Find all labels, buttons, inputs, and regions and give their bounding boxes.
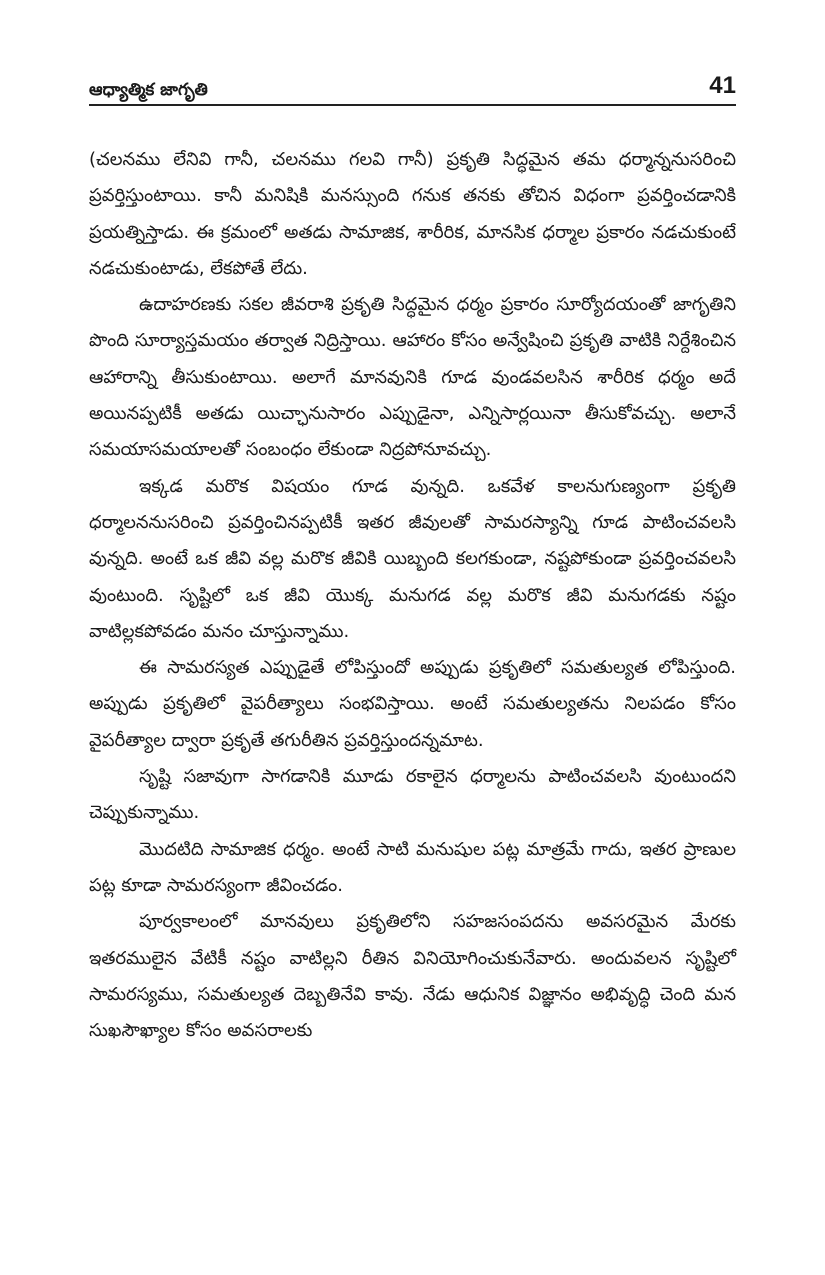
paragraph: ఉదాహరణకు సకల జీవరాశి ప్రకృతి సిద్ధమైన ధర్మం ప్రకారం సూర్యోదయంతో జాగృతిని పొంది సూర్యాస్తమయం తర్వాత నిద్రిస్తాయి. ఆహారం కోసం అన్వేషించి ప్రకృతి వాటికి నిర్దేశించిన ఆహారాన్ని తీసుకుంటాయి. అలాగే మానవునికి గూడ వుండవలసిన శారీరిక ధర్మం అదే అయినప్పటికీ అతడు యిచ్ఛానుసారం ఎప్పుడైనా, ఎన్నిసార్లయినా తీసుకోవచ్చు. అలానే సమయాసమయాలతో సంబంధం లేకుండా నిద్రపోనూవచ్చు. bbox=[89, 294, 736, 461]
paragraph: ఈ సామరస్యత ఎప్పుడైతే లోపిస్తుందో అప్పుడు ప్రకృతిలో సమతుల్యత లోపిస్తుంది. అప్పుడు ప్రకృతిలో వైపరీత్యాలు సంభవిస్తాయి. అంటే సమతుల్యతను నిలపడం కోసం వైపరీత్యాల ద్వారా ప్రకృతే తగురీతిన ప్రవర్తిస్తుందన్నమాట. bbox=[89, 657, 736, 751]
page-number: 41 bbox=[709, 72, 736, 99]
paragraph: పూర్వకాలంలో మానవులు ప్రకృతిలోని సహజసంపదను అవసరమైన మేరకు ఇతరములైన వేటికీ నష్టం వాటిల్లని రీతిన వినియోగించుకునేవారు. అందువలన సృష్టిలో సామరస్యము, సమతుల్యత దెబ్బతినేవి కావు. నేడు ఆధునిక విజ్ఞానం అభివృద్ధి చెంది మన సుఖసౌఖ్యాల కోసం అవసరాలకు bbox=[89, 911, 736, 1042]
book-title: ఆధ్యాత్మిక జాగృతి bbox=[89, 80, 208, 100]
header-divider bbox=[89, 104, 736, 106]
body-text bbox=[89, 142, 736, 1049]
paragraph: ఇక్కడ మరొక విషయం గూడ వున్నది. ఒకవేళ కాలనుగుణ్యంగా ప్రకృతి ధర్మాలననుసరించి ప్రవర్తించినప్పటికీ ఇతర జీవులతో సామరస్యాన్ని గూడ పాటించవలసి వున్నది. అంటే ఒక జీవి వల్ల మరొక జీవికి యిబ్బంది కలగకుండా, నష్టపోకుండా ప్రవర్తించవలసి వుంటుంది. సృష్టిలో ఒక జీవి యొక్క మనుగడ వల్ల మరొక జీవి మనుగడకు నష్టం వాటిల్లకపోవడం మనం చూస్తున్నాము. bbox=[89, 475, 736, 642]
paragraph: సృష్టి సజావుగా సాగడానికి మూడు రకాలైన ధర్మాలను పాటించవలసి వుంటుందని చెప్పుకున్నాము. bbox=[89, 766, 736, 824]
paragraph: మొదటిది సామాజిక ధర్మం. అంటే సాటి మనుషుల పట్ల మాత్రమే గాదు, ఇతర ప్రాణుల పట్ల కూడా సామరస్యంగా జీవించడం. bbox=[89, 838, 736, 896]
paragraph-continued: (చలనము లేనివి గానీ, చలనము గలవి గానీ) ప్రకృతి సిద్ధమైన తమ ధర్మాన్ననుసరించి ప్రవర్తిస్తుంటాయి. కానీ మనిషికి మనస్సుంది గనుక తనకు తోచిన విధంగా ప్రవర్తించడానికి ప్రయత్నిస్తాడు. ఈ క్రమంలో అతడు సామాజిక, శారీరిక, మానసిక ధర్మాల ప్రకారం నడచుకుంటే నడచుకుంటాడు, లేకపోతే లేదు. bbox=[89, 149, 736, 279]
running-header bbox=[89, 72, 736, 106]
